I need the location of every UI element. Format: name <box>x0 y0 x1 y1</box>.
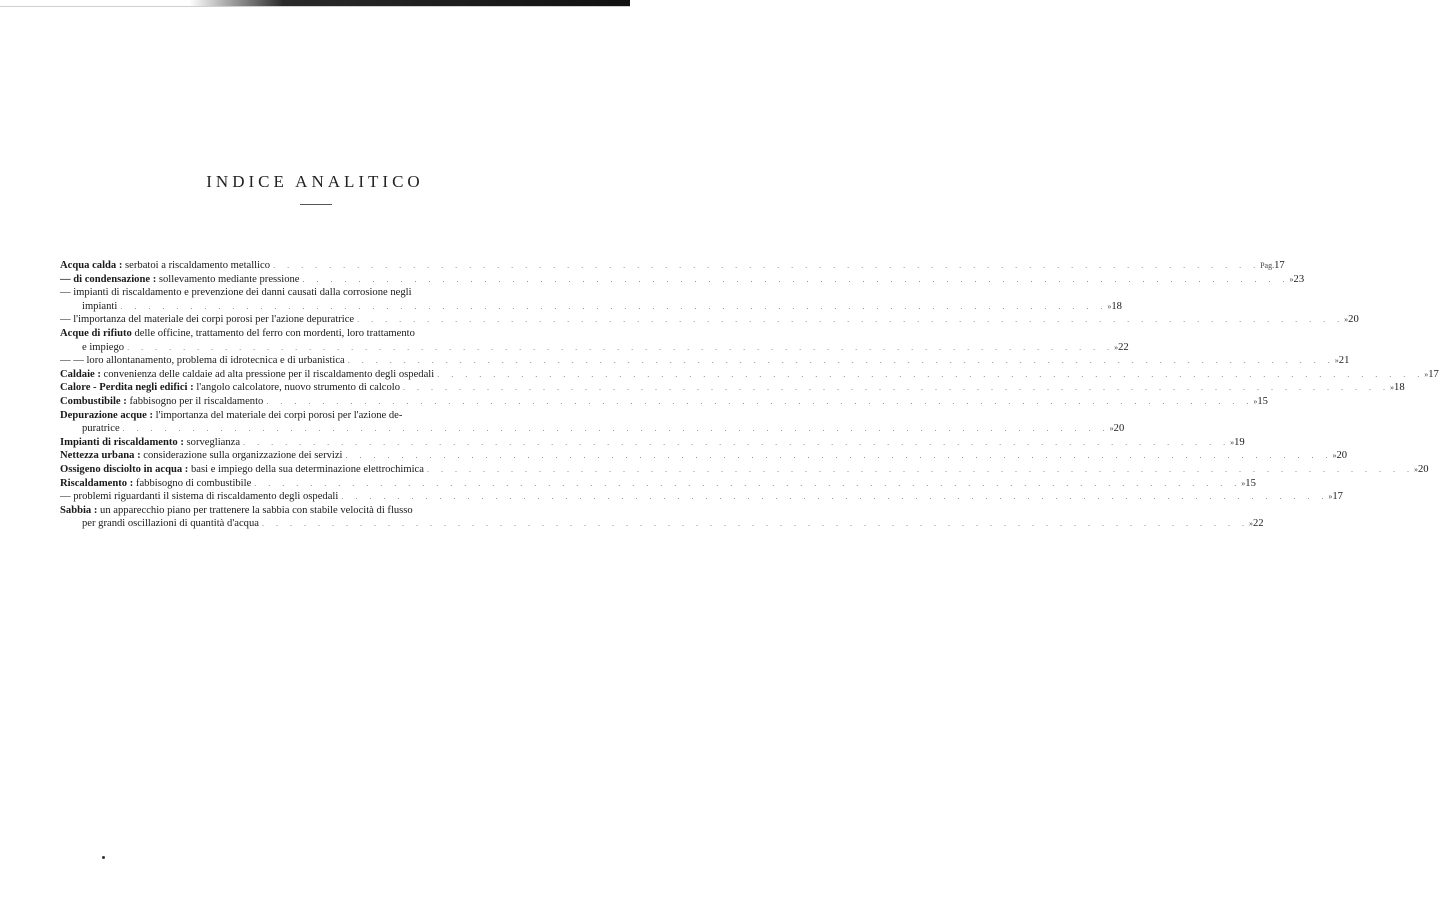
entry-description: l'angolo calcolatore, nuovo strumento di calcolo <box>193 382 401 394</box>
dot-leader <box>354 313 1344 327</box>
index-entry <box>60 300 1122 314</box>
index-entry <box>60 313 1359 327</box>
entry-heading: Calore - Perdita negli edifici : <box>60 382 194 394</box>
page-number: 15 <box>1257 395 1268 407</box>
index-entry <box>60 368 1439 382</box>
entry-heading: Impianti di riscaldamento : <box>60 436 184 448</box>
page-marker: » <box>1424 369 1429 379</box>
index-entry <box>60 286 584 300</box>
scan-top-edge <box>0 0 630 6</box>
dot-leader <box>120 422 1110 436</box>
dot-leader <box>270 259 1260 273</box>
page-number: 20 <box>1348 314 1359 326</box>
page-number: 20 <box>1113 423 1125 435</box>
page-marker: » <box>1328 492 1333 502</box>
entry-text <box>60 259 270 273</box>
page-marker: » <box>1334 356 1339 366</box>
page-number: 22 <box>1118 341 1129 353</box>
entry-text <box>82 341 124 355</box>
dot-leader <box>434 368 1424 382</box>
dot-leader <box>259 517 1249 531</box>
entry-text <box>60 395 263 409</box>
dot-leader <box>124 341 1114 355</box>
entry-description: serbatoi a riscaldamento metallico <box>122 260 271 271</box>
entry-heading: Riscaldamento : <box>60 477 134 489</box>
index-entry <box>60 354 1350 368</box>
entry-text <box>60 463 424 477</box>
page-number: 15 <box>1245 477 1256 489</box>
page-number: 20 <box>1336 450 1348 462</box>
page-marker: Pag. <box>1260 261 1275 270</box>
entry-text <box>60 477 251 491</box>
page-number: 19 <box>1234 436 1245 448</box>
page-title: INDICE ANALITICO <box>206 172 424 191</box>
dot-leader <box>263 395 1253 409</box>
entry-heading: Caldaie : <box>60 368 101 380</box>
entry-heading: Nettezza urbana : <box>60 450 141 462</box>
index-entry <box>60 477 1256 491</box>
page-marker: » <box>1109 424 1114 434</box>
entry-description: puratrice <box>82 423 120 435</box>
page-marker: » <box>1114 342 1119 352</box>
page-number: 17 <box>1274 260 1285 271</box>
entry-heading: — di condensazione : <box>60 273 157 285</box>
entry-text <box>60 436 240 450</box>
dot-leader <box>300 273 1290 287</box>
dot-leader <box>338 490 1328 504</box>
page-number: 20 <box>1417 463 1429 475</box>
dot-leader <box>345 354 1335 368</box>
page-marker: » <box>1289 274 1294 284</box>
page-marker: » <box>1230 437 1235 447</box>
index-entry <box>60 422 1125 436</box>
page-number: 22 <box>1252 518 1264 530</box>
entry-description: — impianti di riscaldamento e prevenzione dei danni causati dalla corrosione negli <box>60 287 412 299</box>
page-marker: » <box>1253 396 1258 406</box>
page-number: 17 <box>1428 368 1439 380</box>
entry-heading: Combustibile : <box>60 395 127 407</box>
dot-leader <box>251 477 1241 491</box>
entry-description: basi e impiego della sua determinazione elettrochimica <box>188 463 424 475</box>
index-entry <box>60 504 584 518</box>
page-number: 18 <box>1111 300 1122 312</box>
index-entry <box>60 490 1343 504</box>
entry-description: un apparecchio piano per trattenere la sabbia con stabile velocità di flusso <box>97 504 413 516</box>
index-entry <box>60 409 584 423</box>
index-entry <box>60 517 1264 531</box>
index-entry <box>60 273 1305 287</box>
entry-description: delle officine, trattamento del ferro con mordenti, loro trattamento <box>131 327 415 339</box>
entry-text <box>60 504 584 518</box>
entry-heading: Sabbia : <box>60 504 98 516</box>
entry-description: impianti <box>82 300 118 312</box>
entry-heading: Ossigeno disciolto in acqua : <box>60 463 189 475</box>
entry-heading: Acqua calda : <box>60 260 123 271</box>
scan-speck <box>102 856 105 859</box>
dot-leader <box>400 381 1390 395</box>
entry-description: sollevamento mediante pressione <box>156 273 300 285</box>
entry-text <box>60 368 434 382</box>
entry-text <box>82 300 117 314</box>
entry-description: fabbisogno per il riscaldamento <box>126 395 264 407</box>
dot-leader <box>117 300 1107 314</box>
index-list <box>60 259 1439 531</box>
entry-text <box>60 354 345 368</box>
entry-text <box>60 327 584 341</box>
index-entry <box>60 381 1405 395</box>
page-number: 21 <box>1338 355 1350 367</box>
index-entry <box>60 259 1285 273</box>
entry-text <box>82 422 120 436</box>
index-entry <box>60 436 1245 450</box>
entry-description: — — loro allontanamento, problema di idrotecnica e di urbanistica <box>60 355 345 367</box>
index-entry <box>60 463 1429 477</box>
entry-heading: Depurazione acque : <box>60 409 153 421</box>
entry-description: — l'importanza del materiale dei corpi porosi per l'azione depuratrice <box>60 314 355 326</box>
index-entry <box>60 395 1268 409</box>
entry-text <box>60 313 354 327</box>
page-number: 18 <box>1394 382 1405 394</box>
index-entry <box>60 341 1129 355</box>
entry-text <box>60 449 343 463</box>
dot-leader <box>240 436 1230 450</box>
page-number: 17 <box>1332 491 1343 503</box>
page-number: 23 <box>1293 273 1305 285</box>
entry-description: per grandi oscillazioni di quantità d'acqua <box>82 518 259 530</box>
entry-description: considerazione sulla organizzazione dei servizi <box>140 450 343 462</box>
page-marker: » <box>1332 451 1337 461</box>
page-marker: » <box>1390 383 1395 393</box>
index-entry <box>60 327 584 341</box>
title-divider <box>300 204 332 205</box>
entry-description: e impiego <box>82 341 125 353</box>
entry-text <box>60 490 338 504</box>
entry-description: fabbisogno di combustibile <box>133 477 252 489</box>
entry-text <box>60 273 300 287</box>
entry-description: — problemi riguardanti il sistema di riscaldamento degli ospedali <box>60 491 339 503</box>
page-marker: » <box>1107 301 1112 311</box>
entry-text <box>60 286 584 300</box>
entry-heading: Acque di rifiuto <box>60 327 132 339</box>
entry-text <box>60 381 400 395</box>
dot-leader <box>343 449 1333 463</box>
entry-text <box>60 409 584 423</box>
dot-leader <box>424 463 1414 477</box>
entry-description: convenienza delle caldaie ad alta pressione per il riscaldamento degli ospedali <box>100 368 435 380</box>
page-marker: » <box>1344 315 1349 325</box>
index-entry <box>60 449 1348 463</box>
page-marker: » <box>1413 464 1418 474</box>
entry-text <box>82 517 259 531</box>
page-marker: » <box>1248 519 1253 529</box>
page-marker: » <box>1241 478 1246 488</box>
entry-description: l'importanza del materiale dei corpi porosi per l'azione de- <box>152 409 403 421</box>
entry-description: sorveglianza <box>183 436 241 448</box>
